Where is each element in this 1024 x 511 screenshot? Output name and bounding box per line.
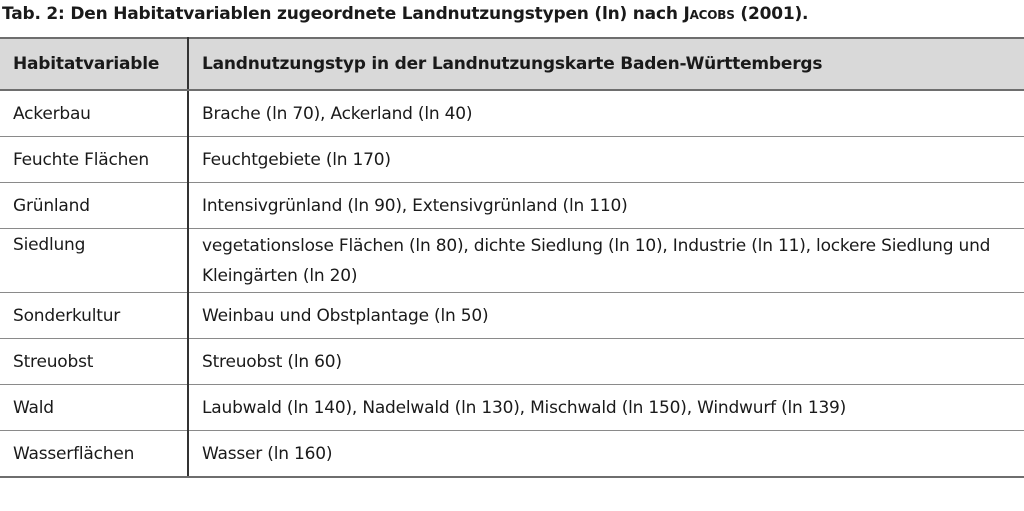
habitat-table — [0, 37, 1024, 478]
habitat-cell: Grünland — [0, 183, 188, 229]
landuse-cell: Weinbau und Obstplantage (ln 50) — [188, 293, 1024, 339]
habitat-cell: Siedlung — [0, 229, 188, 293]
habitat-cell: Sonderkultur — [0, 293, 188, 339]
table-row — [0, 431, 1024, 478]
landuse-cell: Wasser (ln 160) — [188, 431, 1024, 478]
caption-suffix: (2001). — [734, 4, 809, 24]
landuse-cell: vegetationslose Flächen (ln 80), dichte Siedlung (ln 10), Industrie (ln 11), lockere Siedlung und Kleingärten (ln 20) — [188, 229, 1024, 293]
habitat-cell: Wasserflächen — [0, 431, 188, 478]
table-row — [0, 90, 1024, 137]
table-row — [0, 183, 1024, 229]
habitat-cell: Ackerbau — [0, 90, 188, 137]
landuse-cell: Streuobst (ln 60) — [188, 339, 1024, 385]
table-row — [0, 385, 1024, 431]
landuse-cell: Intensivgrünland (ln 90), Extensivgrünland (ln 110) — [188, 183, 1024, 229]
landuse-cell: Feuchtgebiete (ln 170) — [188, 137, 1024, 183]
caption-author: Jacobs — [683, 4, 735, 24]
landuse-cell: Brache (ln 70), Ackerland (ln 40) — [188, 90, 1024, 137]
header-habitatvariable: Habitatvariable — [0, 38, 188, 90]
table-row — [0, 137, 1024, 183]
table-row — [0, 293, 1024, 339]
landuse-cell: Laubwald (ln 140), Nadelwald (ln 130), Mischwald (ln 150), Windwurf (ln 139) — [188, 385, 1024, 431]
table-header-row — [0, 38, 1024, 90]
header-landnutzungstyp: Landnutzungstyp in der Landnutzungskarte Baden-Württembergs — [188, 38, 1024, 90]
habitat-cell: Streuobst — [0, 339, 188, 385]
caption-prefix: Tab. 2: Den Habitatvariablen zugeordnete Landnutzungstypen (ln) nach — [2, 4, 684, 24]
table-row — [0, 339, 1024, 385]
habitat-cell: Wald — [0, 385, 188, 431]
habitat-cell: Feuchte Flächen — [0, 137, 188, 183]
table-row — [0, 229, 1024, 293]
table-caption — [2, 4, 808, 24]
